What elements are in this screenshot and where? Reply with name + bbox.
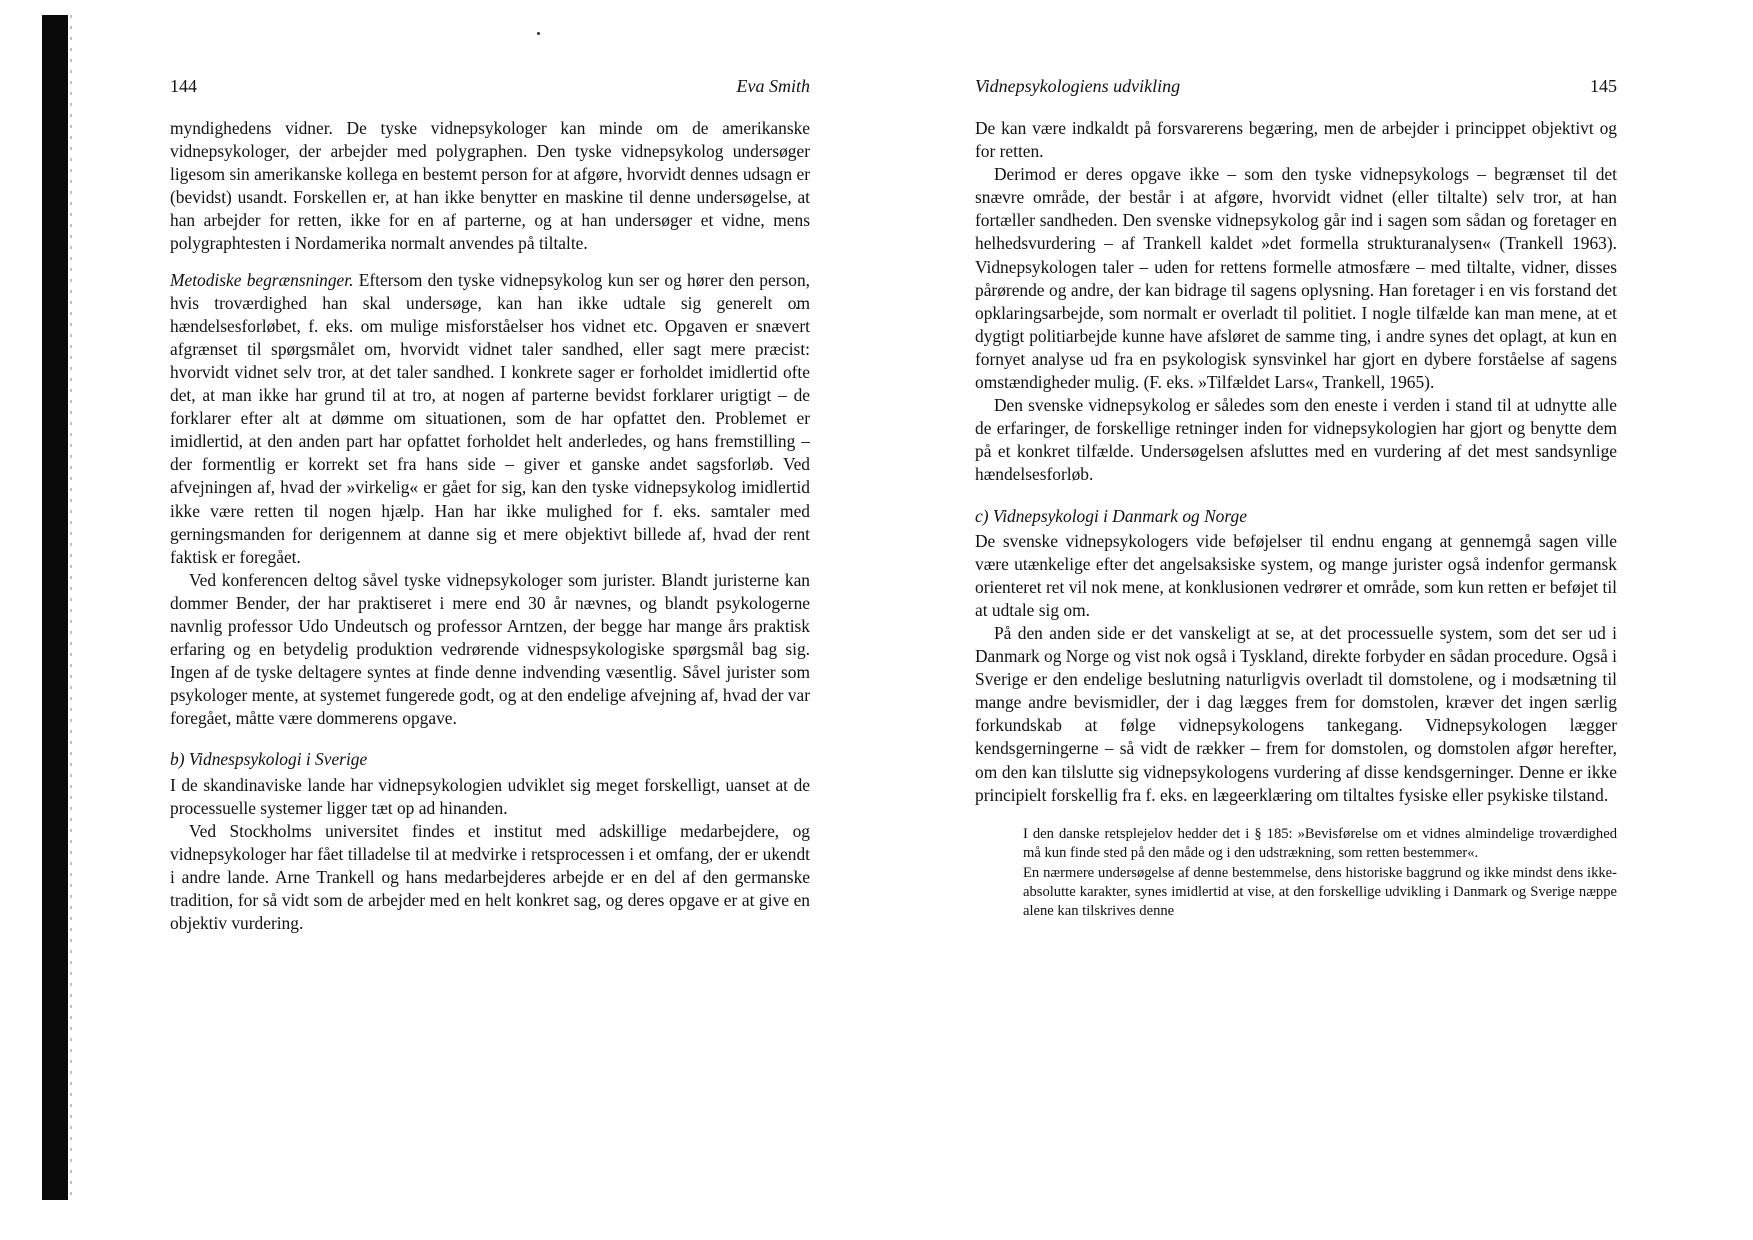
- footnote-paragraph: I den danske retsplejelov hedder det i § 185: »Bevisførelse om et vidnes almindelige troværdighed må kun finde sted på den måde og i den udstrækning, som retten bestemmer«.: [1023, 825, 1617, 862]
- body-text: [170, 117, 810, 935]
- paragraph: De svenske vidnepsykologers vide beføjelser til endnu engang at gennemgå sagen ville være utænkelige efter det angelsaksiske system, og mange jurister også indenfor germansk orienteret ret vil nok mene, at konklusionen vedrører et område, som kun retten er beføjet til at udtale sig om.: [975, 530, 1617, 620]
- footnote-block: [1023, 825, 1617, 922]
- page-number: 145: [1590, 76, 1617, 96]
- paragraph: I de skandinaviske lande har vidnepsykologien udviklet sig meget forskelligt, uanset at de processuelle systemer ligger tæt op ad hinanden.: [170, 774, 810, 818]
- paragraph-lead: Metodiske begrænsninger.: [170, 269, 354, 290]
- paragraph: myndighedens vidner. De tyske vidnepsykologer kan minde om de amerikanske vidnepsykologer, der arbejder med polygraphen. Den tyske vidnepsykolog undersøger ligesom sin amerikanske kollega en bestemt person for at afgøre, hvorvidt dennes udsagn er (bevidst) usandt. Forskellen er, at han ikke benytter en maskine til denne undersøgelse, at han arbejder for retten, ikke for en af parterne, og at han undersøger et vidne, mens polygraphtesten i Nordamerika normalt anvendes på tiltalte.: [170, 118, 810, 254]
- page-number: 144: [170, 76, 197, 96]
- paragraph: Ved konferencen deltog såvel tyske vidnepsykologer som jurister. Blandt juristerne kan dommer Bender, der har praktiseret i mere end 30 år nævnes, og blandt psykologerne navnlig professor Udo Undeutsch og professor Arntzen, der begge har mange års praktisk erfaring og en betydelig produktion vedrørende vidnespsykologiske spørgsmål bag sig. Ingen af de tyske deltagere syntes at finde denne indvending væsentlig. Såvel jurister som psykologer mente, at systemet fungerede godt, og at den endelige afvejning af, hvad der var foregået, måtte være dommerens opgave.: [170, 569, 810, 729]
- running-head-title: Vidnepsykologiens udvikling: [975, 76, 1181, 96]
- binding-shadow: [70, 15, 72, 1200]
- paragraph: Derimod er deres opgave ikke – som den tyske vidnepsykologs – begrænset til det snævre område, der består i at afgøre, hvorvidt vidnet (eller tiltalte) selv tror, at han fortæller sandheden. Den svenske vidnepsykolog går ind i sagen som sådan og foretager en helhedsvurdering – af Trankell kaldet »det formella strukturanalysen« (Trankell 1963). Vidnepsykologen taler – uden for rettens formelle atmosfære – med tiltalte, vidner, disses pårørende og andre, der kan bidrage til sagens oplysning. Han foretager i en vis forstand det opklaringsarbejde, som normalt er overladt til politiet. I nogle tilfælde kan man mene, at et dygtigt politiarbejde kunne have afsløret de samme ting, i andre synes det oplagt, at kun en fornyet analyse ud fra en psykologisk synsvinkel har gjort en dybere forståelse af sagens omstændigheder mulig. (F. eks. »Tilfældet Lars«, Trankell, 1965).: [975, 164, 1617, 393]
- running-head-title: Eva Smith: [736, 76, 810, 96]
- section-heading: b) Vidnespsykologi i Sverige: [170, 749, 368, 770]
- paragraph: Ved Stockholms universitet findes et institut med adskillige medarbejdere, og vidnepsykologer har fået tilladelse til at medvirke i retsprocessen i et omfang, der er ukendt i andre lande. Arne Trankell og hans medarbejderes arbejde er en del af den germanske tradition, for så vidt som de arbejder med en helt konkret sag, og deres opgave er at give en objektiv vurdering.: [170, 820, 810, 934]
- running-head: [975, 76, 1617, 102]
- paragraph: [170, 269, 810, 569]
- paragraph: De kan være indkaldt på forsvarerens begæring, men de arbejder i princippet objektivt og for retten.: [975, 118, 1617, 162]
- scan-speck: [537, 32, 540, 35]
- running-head: [170, 76, 810, 102]
- binding-edge: [42, 15, 68, 1200]
- body-text: [975, 117, 1617, 922]
- paragraph-body: Eftersom den tyske vidnepsykolog kun ser og hører den person, hvis troværdighed han skal undersøge, kan han ikke udtale sig generelt om hændelsesforløbet, f. eks. om mulige misforståelser hos vidnet etc. Opgaven er snævert afgrænset til spørgsmålet om, hvorvidt vidnet taler sandhed, eller sagt mere præcist: hvorvidt vidnet selv tror, at det taler sandhed. I konkrete sager er forholdet imidlertid ofte det, at man ikke har grund til at tro, at nogen af parterne bevidst forklarer urigtigt – de forklarer efter alt at dømme om situationen, som de har opfattet den. Problemet er imidlertid, at den anden part har opfattet forholdet helt anderledes, og hans fremstilling – der formentlig er korrekt set fra hans side – giver et ganske andet sagsforløb. Ved afvejningen af, hvad der »virkelig« er gået for sig, kan den tyske vidnepsykolog imidlertid ikke være retten til nogen hjælp. Han har ikke mulighed for f. eks. samtaler med gerningsmanden for derigennem at danne sig et mere objektivt billede af, hvad der rent faktisk er foregået.: [170, 269, 811, 567]
- section-heading: c) Vidnepsykologi i Danmark og Norge: [975, 505, 1247, 526]
- footnote-paragraph: En nærmere undersøgelse af denne bestemmelse, dens historiske baggrund og ikke mindst dens ikke-absolutte karakter, synes imidlertid at vise, at den forskellige udvikling i Danmark og Sverige næppe alene kan tilskrives denne: [1023, 864, 1617, 920]
- paragraph: På den anden side er det vanskeligt at se, at det processuelle system, som det ser ud i Danmark og Norge og vist nok også i Tyskland, direkte forbyder en sådan procedure. Også i Sverige er den endelige beslutning naturligvis overladt til domstolene, og i modsætning til mange andre bevismidler, der i dag lægges frem for domstolen, kræver det ingen særlig forkundskab at følge vidnepsykologens tankegang. Vidnepsykologen lægger kendsgerningerne – så vidt de rækker – frem for domstolen, og domstolen afgør herefter, om den kan tilslutte sig vidnepsykologens vurdering af disse kendsgerninger. Denne er ikke principielt forskellig fra f. eks. en lægeerklæring om tiltaltes fysiske eller psykiske tilstand.: [975, 622, 1617, 805]
- paragraph: Den svenske vidnepsykolog er således som den eneste i verden i stand til at udnytte alle de erfaringer, de forskellige retninger inden for vidnepsykologien har gjort og benytte dem på et konkret tilfælde. Undersøgelsen afsluttes med en vurdering af det mest sandsynlige hændelsesforløb.: [975, 395, 1617, 485]
